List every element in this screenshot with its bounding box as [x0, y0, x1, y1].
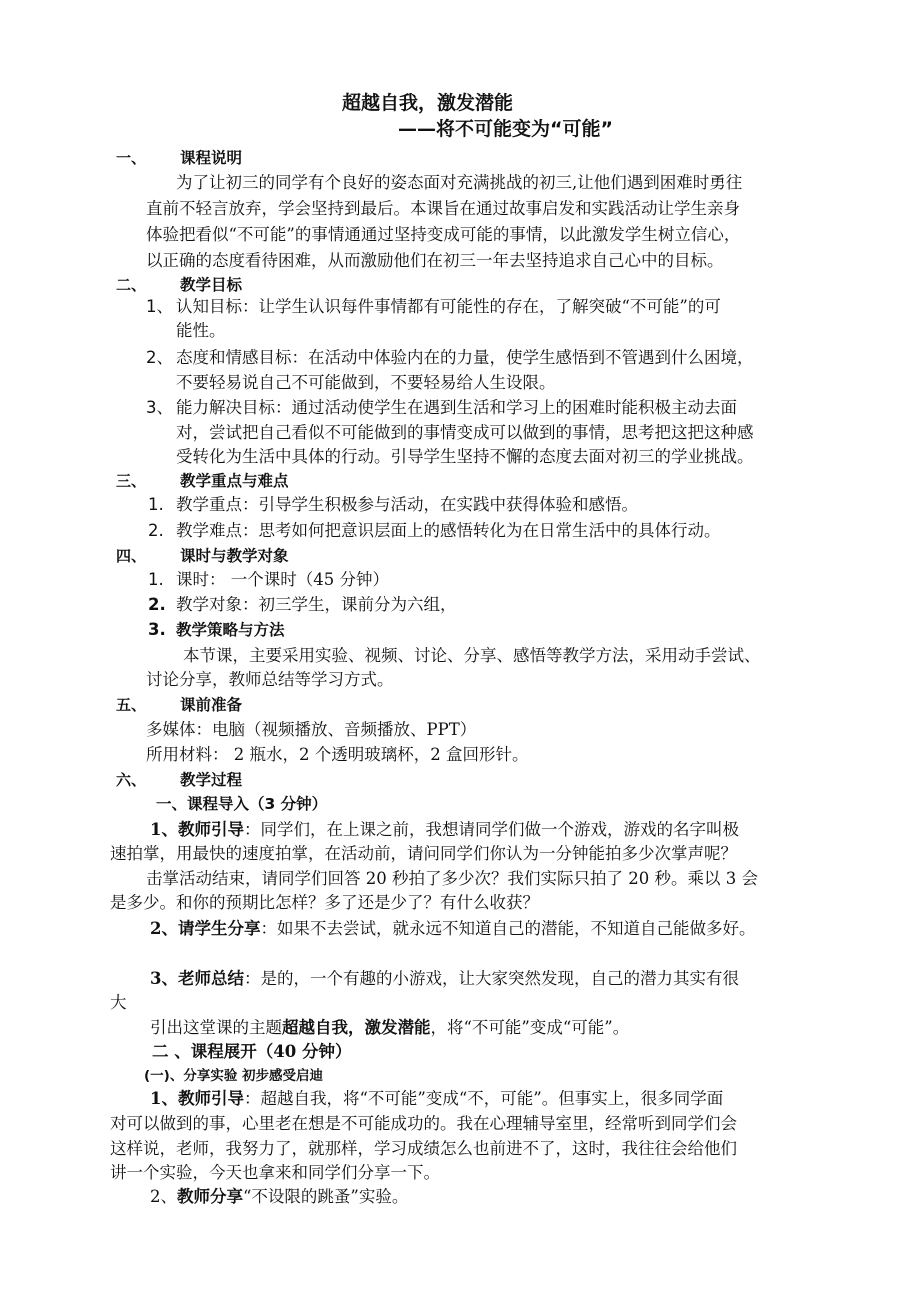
keypoint-2-number: 2. [148, 521, 164, 540]
part-1-theme-line [150, 1017, 629, 1039]
section-4-number: 四、 [116, 547, 147, 565]
objective-2-line: 态度和情感目标：在活动中体验内在的力量，使学生感悟到不管遇到什么困境， [176, 348, 754, 367]
objective-3-line: 对，尝试把自己看似不可能做到的事情变成可以做到的事情，思考把这把这种感 [176, 423, 754, 442]
strategy-line: 讨论分享，教师总结等学习方式。 [146, 670, 394, 689]
keypoint-2-text: 教学难点：思考如何把意识层面上的感悟转化为在日常生活中的具体行动。 [176, 521, 721, 540]
strategy-heading: 教学策略与方法 [176, 621, 285, 639]
part-1-heading: 一、课程导入（3 分钟） [156, 795, 328, 813]
part-1-paragraph-3 [150, 968, 739, 990]
part-2-paragraph-line: 讲一个实验，今天也拿来和同学们分享一下。 [110, 1163, 440, 1182]
teacher-share-number: 2、 [150, 1187, 177, 1206]
teacher-summary-label: 3、老师总结 [150, 969, 244, 988]
section-3-heading: 教学重点与难点 [180, 472, 289, 490]
part-1-paragraph-1-line: 速拍掌，用最快的速度拍掌，在活动前，请问同学们你认为一分钟能拍多少次掌声呢？ [110, 844, 737, 863]
part-1-clap-line: 击掌活动结束，请同学们回答 20 秒拍了多少次？我们实际只拍了 20 秒。乘以 3 会 [146, 869, 758, 888]
part-2-paragraph-line: 这样说，老师，我努力了，就那样，学习成绩怎么也前进不了，这时，我往往会给他们 [110, 1139, 737, 1158]
objective-2-number: 2、 [146, 348, 173, 367]
section-1-number: 一、 [116, 149, 147, 167]
section-2-number: 二、 [116, 276, 147, 294]
keypoint-1-number: 1. [148, 495, 164, 514]
objective-3-line: 能力解决目标：通过活动使学生在遇到生活和学习上的困难时能积极主动去面 [176, 398, 737, 417]
section-4-heading: 课时与教学对象 [180, 547, 289, 565]
section-5-number: 五、 [116, 696, 147, 714]
part-2-paragraph-1 [150, 1088, 723, 1110]
section-1-paragraph-line: 为了让初三的同学有个良好的姿态面对充满挑战的初三,让他们遇到困难时勇往 [176, 173, 743, 192]
teacher-summary-text: ：是的，一个有趣的小游戏，让大家突然发现，自己的潜力其实有很 [243, 969, 739, 988]
section-1-paragraph-line: 体验把看似“不可能”的事情通通过坚持变成可能的事情，以此激发学生树立信心， [146, 225, 741, 244]
objective-2-line: 不要轻易说自己不可能做到，不要轻易给人生设限。 [176, 373, 556, 392]
part-1-paragraph-1 [146, 819, 739, 841]
part-2-paragraph-line: 对可以做到的事，心里老在想是不可能成功的。我在心理辅导室里，经常听到同学们会 [110, 1114, 737, 1133]
section-1-paragraph-line: 直前不轻言放弃，学会坚持到最后。本课旨在通过故事启发和实践活动让学生亲身 [146, 199, 740, 218]
class-info-3-number: 3. [148, 620, 166, 639]
objective-1-number: 1、 [146, 297, 173, 316]
student-share-label: 2、请学生分享 [150, 919, 261, 938]
part-1-paragraph-2 [150, 918, 755, 940]
objective-1-line: 能性。 [176, 321, 226, 340]
part-2-subheading: (一)、分享实验 初步感受启迪 [144, 1068, 324, 1084]
part-2-paragraph-2 [150, 1186, 408, 1208]
teacher-guide-2-text: ：超越自我，将“不可能”变成“不，可能”。但事实上，很多同学面 [243, 1089, 724, 1108]
section-6-number: 六、 [116, 771, 147, 789]
section-5-heading: 课前准备 [180, 696, 243, 714]
section-2-heading: 教学目标 [180, 276, 243, 294]
section-3-number: 三、 [116, 472, 147, 490]
section-1-paragraph-line: 以正确的态度看待困难，从而激励他们在初三一年去坚持追求自己心中的目标。 [146, 251, 724, 270]
part-1-clap-line: 是多少。和你的预期比怎样？多了还是少了？有什么收获？ [110, 893, 539, 912]
class-info-1-text: 课时： 一个课时（45 分钟） [176, 570, 389, 589]
objective-1-line: 认知目标：让学生认识每件事情都有可能性的存在，了解突破“不可能”的可 [176, 297, 721, 316]
part-2-heading: 二 、课程展开（40 分钟） [152, 1042, 352, 1061]
class-info-2-number: 2. [148, 595, 166, 614]
document-title: 超越自我，激发潜能 [342, 92, 514, 114]
theme-post: ，将“不可能”变成“可能”。 [430, 1018, 630, 1037]
teacher-guide-2-label: 1、教师引导 [150, 1089, 244, 1108]
teacher-summary-line: 大 [110, 993, 127, 1012]
section-6-heading: 教学过程 [180, 771, 243, 789]
teacher-guide-text: ：同学们，在上课之前，我想请同学们做一个游戏，游戏的名字叫极 [243, 820, 739, 839]
section-1-heading: 课程说明 [180, 149, 243, 167]
preparation-multimedia: 多媒体：电脑（视频播放、音频播放、PPT） [146, 720, 477, 739]
preparation-materials: 所用材料： 2 瓶水，2 个透明玻璃杯，2 盒回形针。 [146, 745, 529, 764]
student-share-text: ：如果不去尝试，就永远不知道自己的潜能，不知道自己能做多好。 [260, 919, 756, 938]
class-info-1-number: 1. [148, 570, 164, 589]
class-info-2-text: 教学对象：初三学生，课前分为六组， [176, 595, 457, 614]
document-subtitle: ——将不可能变为“可能” [398, 118, 613, 140]
teacher-share-text: “不设限的跳蚤”实验。 [243, 1187, 409, 1206]
strategy-line: 本节课，主要采用实验、视频、讨论、分享、感悟等教学方法，采用动手尝试、 [183, 646, 761, 665]
objective-3-line: 受转化为生活中具体的行动。引导学生坚持不懈的态度去面对初三的学业挑战。 [176, 447, 754, 466]
teacher-guide-label: 1、教师引导 [150, 820, 244, 839]
theme-bold: 超越自我，激发潜能 [282, 1018, 431, 1037]
objective-3-number: 3、 [146, 398, 173, 417]
keypoint-1-text: 教学重点：引导学生积极参与活动，在实践中获得体验和感悟。 [176, 495, 638, 514]
theme-pre: 引出这堂课的主题 [150, 1018, 282, 1037]
teacher-share-label: 教师分享 [177, 1187, 243, 1206]
